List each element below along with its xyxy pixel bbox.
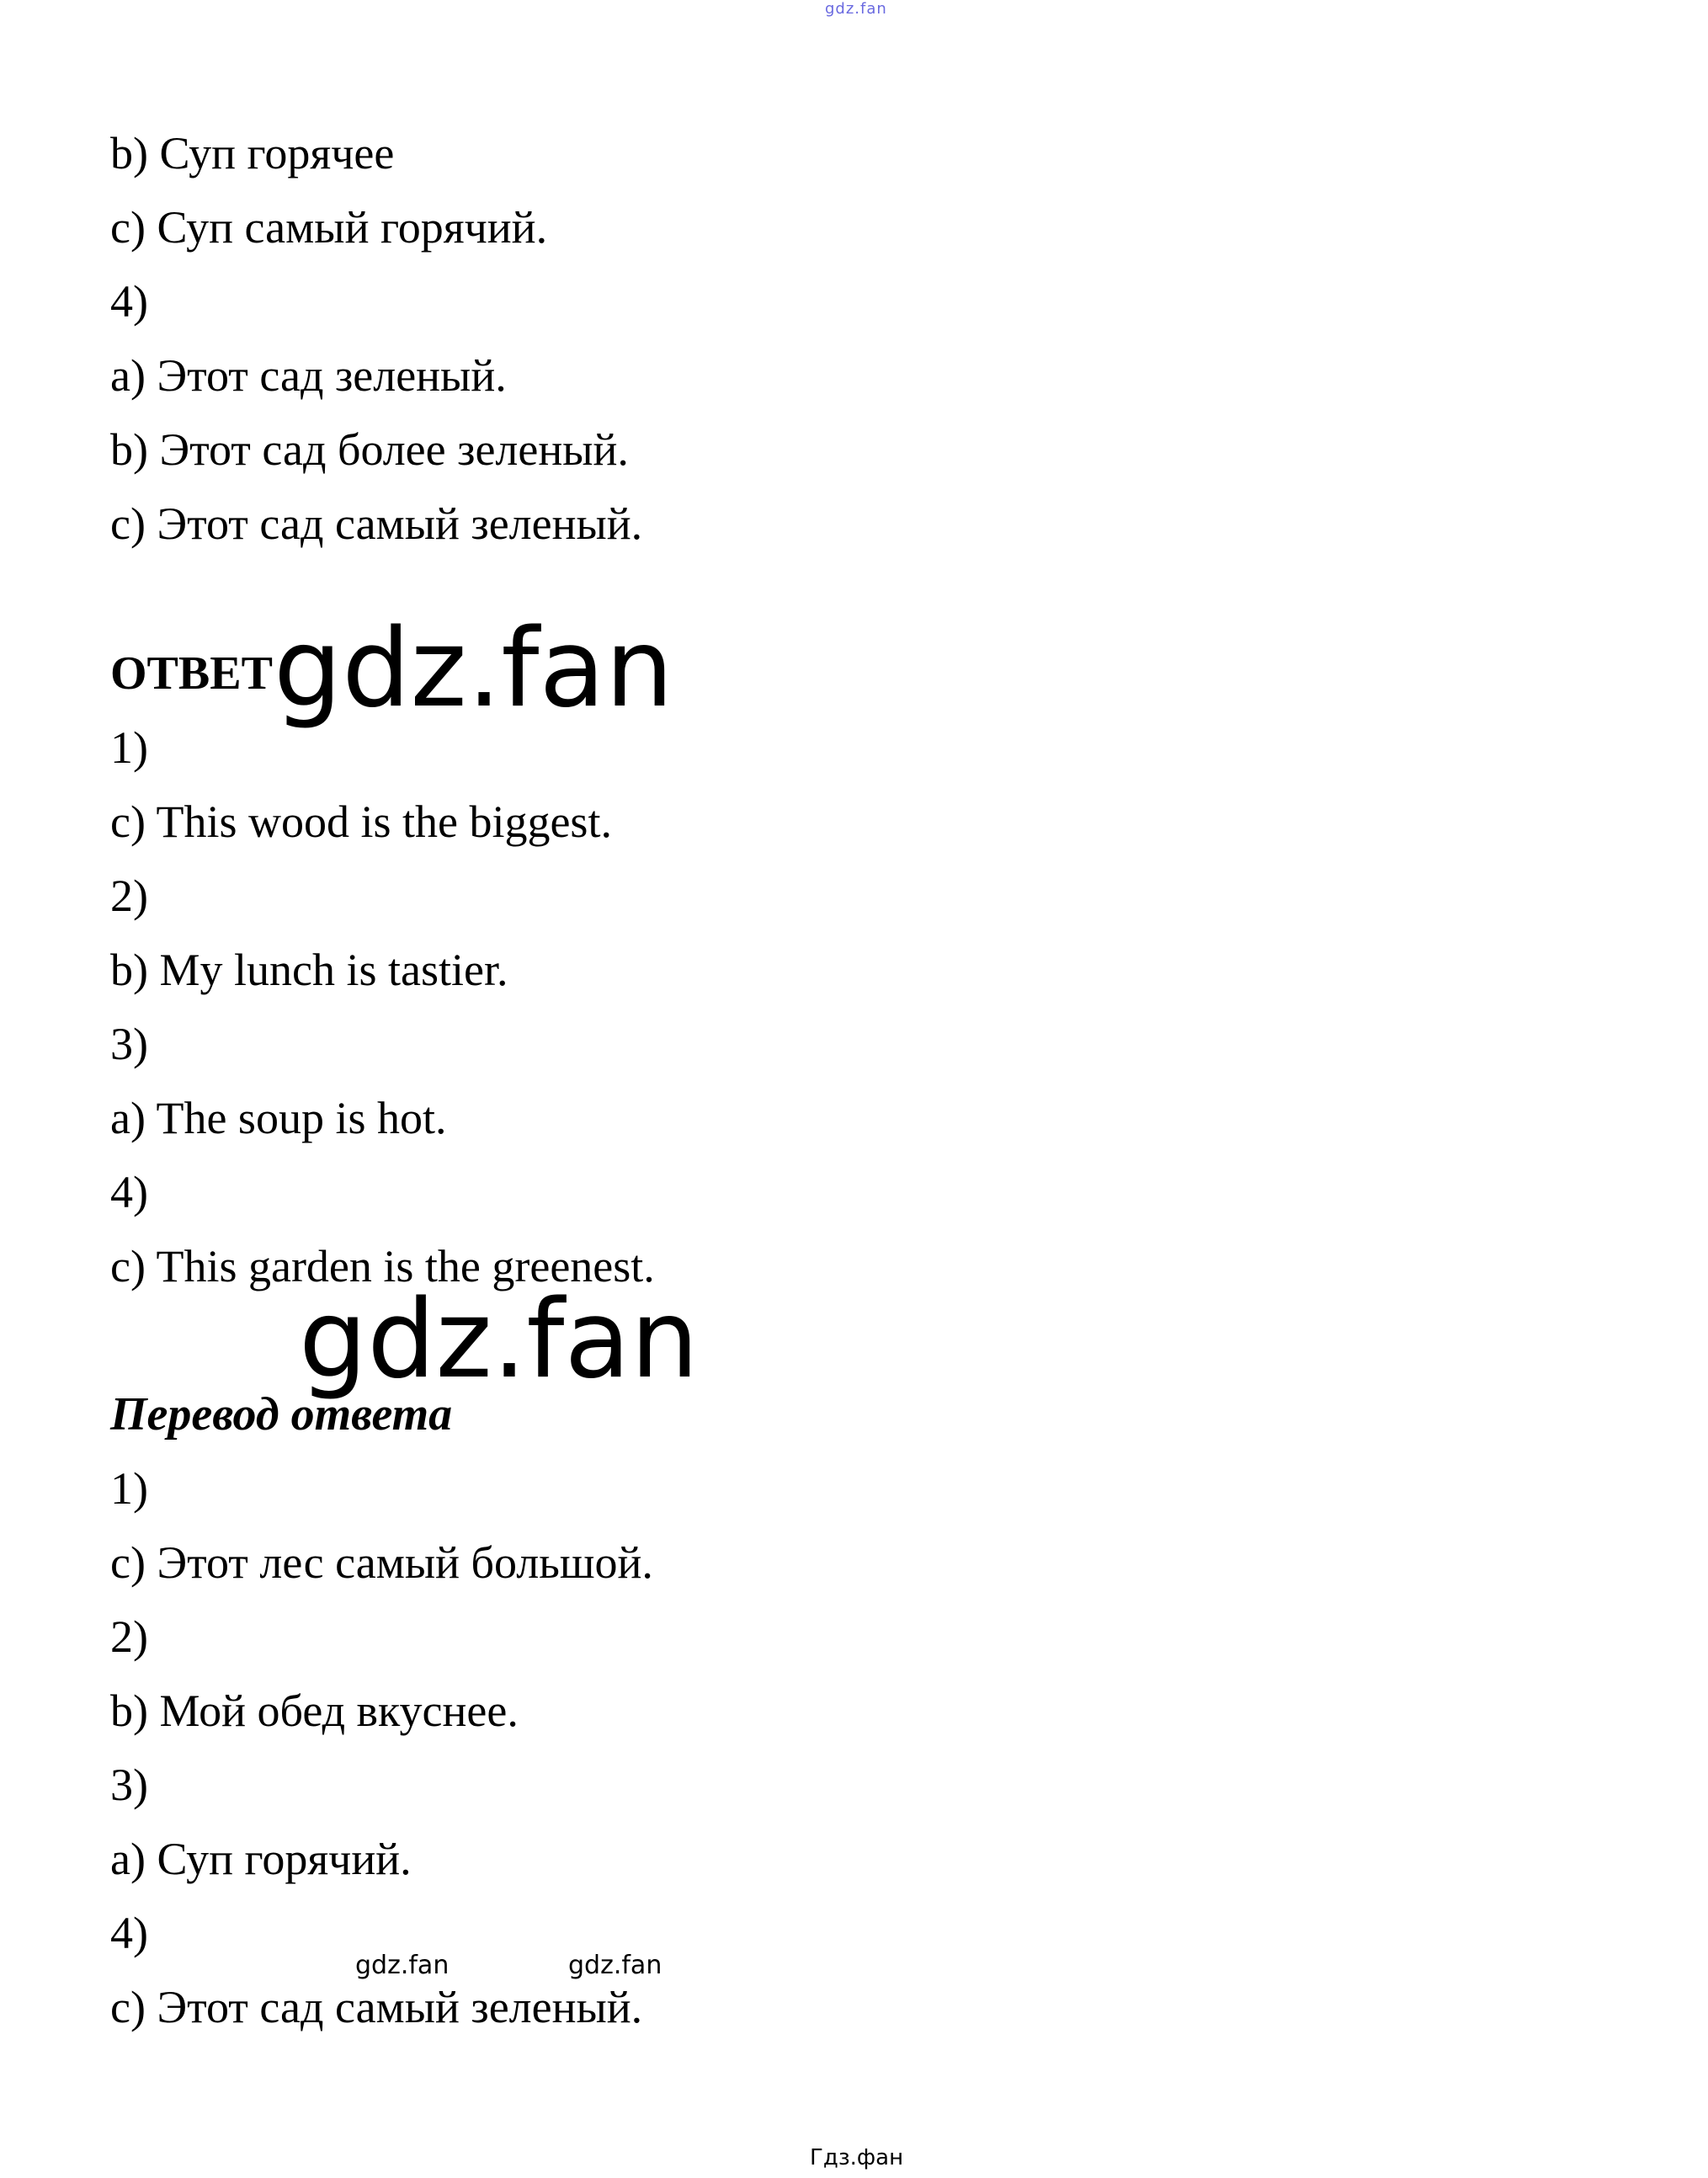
watermark-small: gdz.fan xyxy=(355,1951,450,1980)
footer-text: Гдз.фан xyxy=(810,2145,904,2170)
answer-line: c) This wood is the biggest. xyxy=(110,796,612,847)
question-line: b) Суп горячее xyxy=(110,128,395,178)
translation-line: a) Суп горячий. xyxy=(110,1834,412,1884)
translation-line: 3) xyxy=(110,1760,148,1810)
translation-line: c) Этот сад самый зеленый. xyxy=(110,1982,643,2032)
answer-line: b) My lunch is tastier. xyxy=(110,945,508,995)
question-line: c) Этот сад самый зеленый. xyxy=(110,498,643,549)
answer-line: a) The soup is hot. xyxy=(110,1093,447,1143)
question-line: 4) xyxy=(110,276,148,327)
answer-line: c) This garden is the greenest. xyxy=(110,1241,655,1291)
question-line: c) Суп самый горячий. xyxy=(110,202,548,253)
answer-heading: ОТВЕТ xyxy=(110,647,273,700)
translation-line: 4) xyxy=(110,1908,148,1958)
answer-line: 2) xyxy=(110,871,148,921)
top-watermark: gdz.fan xyxy=(825,0,887,18)
watermark-large: gdz.fan xyxy=(274,606,673,732)
translation-line: 1) xyxy=(110,1463,148,1514)
translation-heading: Перевод ответа xyxy=(110,1388,453,1440)
watermark-large: gdz.fan xyxy=(299,1277,699,1403)
translation-line: c) Этот лес самый большой. xyxy=(110,1537,653,1588)
question-line: a) Этот сад зеленый. xyxy=(110,350,507,401)
answer-line: 4) xyxy=(110,1167,148,1217)
watermark-small: gdz.fan xyxy=(568,1951,662,1980)
answer-line: 1) xyxy=(110,722,148,773)
answer-line: 3) xyxy=(110,1019,148,1069)
translation-line: b) Мой обед вкуснее. xyxy=(110,1685,519,1736)
question-line: b) Этот сад более зеленый. xyxy=(110,424,629,475)
translation-line: 2) xyxy=(110,1611,148,1662)
